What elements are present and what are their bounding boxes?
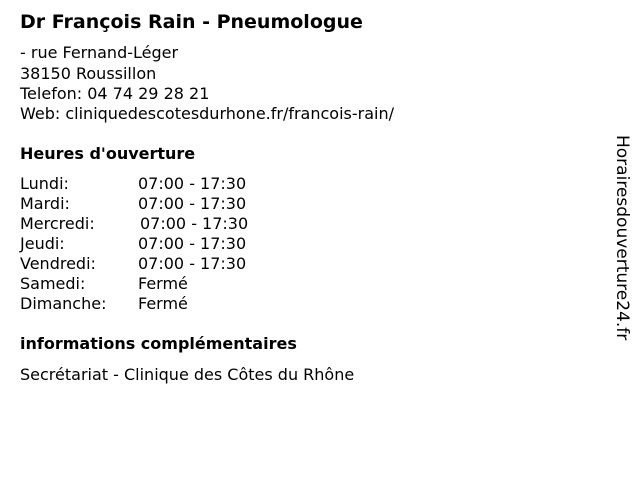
phone-number[interactable]: Telefon: 04 74 29 28 21 — [20, 84, 210, 103]
address-street: - rue Fernand-Léger — [20, 43, 179, 62]
website-link[interactable]: Web: cliniquedescotesdurhone.fr/francois-rain/ — [20, 104, 394, 123]
hours-row-friday — [20, 254, 320, 274]
hours-row-monday — [20, 174, 320, 194]
day-hours: 07:00 - 17:30 — [138, 194, 247, 213]
additional-info-heading: informations complémentaires — [20, 334, 297, 353]
hours-row-saturday — [20, 274, 320, 294]
hours-row-thursday — [20, 234, 320, 254]
day-label: Dimanche: — [20, 294, 107, 313]
day-hours: 07:00 - 17:30 — [138, 234, 247, 253]
day-hours: 07:00 - 17:30 — [138, 174, 247, 193]
hours-row-sunday — [20, 294, 320, 314]
day-hours: Fermé — [138, 294, 188, 313]
hours-row-tuesday — [20, 194, 320, 214]
day-label: Mardi: — [20, 194, 70, 213]
address-city: 38150 Roussillon — [20, 64, 157, 83]
hours-row-wednesday — [20, 214, 320, 234]
day-hours: 07:00 - 17:30 — [138, 254, 247, 273]
day-label: Vendredi: — [20, 254, 96, 273]
opening-hours-heading: Heures d'ouverture — [20, 144, 196, 163]
day-hours: Fermé — [138, 274, 188, 293]
brand-watermark — [612, 135, 632, 345]
day-label: Lundi: — [20, 174, 69, 193]
day-hours: 07:00 - 17:30 — [140, 214, 249, 233]
additional-info-text: Secrétariat - Clinique des Côtes du Rhône — [20, 365, 355, 384]
day-label: Samedi: — [20, 274, 86, 293]
day-label: Mercredi: — [20, 214, 95, 233]
day-label: Jeudi: — [20, 234, 65, 253]
page-title: Dr François Rain - Pneumologue — [20, 11, 363, 33]
brand-text: Horairesdouverture24.fr — [612, 135, 632, 341]
